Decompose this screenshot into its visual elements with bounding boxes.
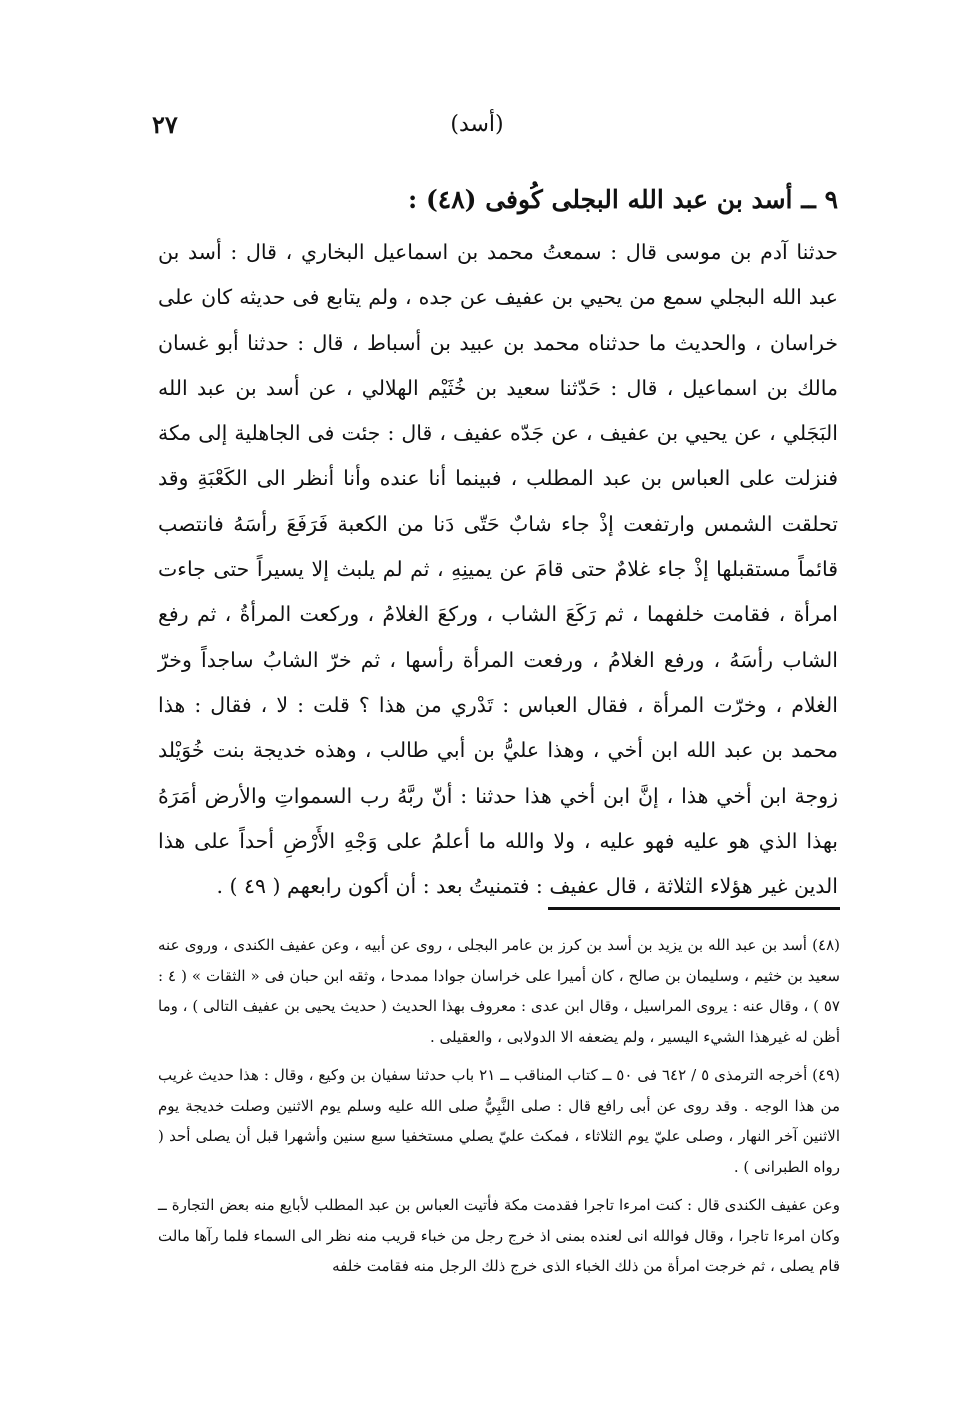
page-header: [0, 110, 954, 150]
biography-entry: [158, 178, 838, 909]
footnote-48: (٤٨) أسد بن عبد الله بن يزيد بن أسد بن كرز بن عامر البجلى ، روى عن أبيه ، وعن عفيف الكندى ، وروى عنه سعيد بن خثيم ، وسليمان بن صالح ، كان أميرا على خراسان جوادا ممدحا ، وثقه ابن حبان فى « الثقات » ( ٤ : ٥٧ ) ، وقال عنه : يروى المراسيل ، وقال ابن عدى : معروف بهذا الحديث ( حديث يحيى بن عفيف التالى ) ، وما أظن له غيرهذا الشيء اليسير ، ولم يضعفه الا الدولابى ، والعقيلى .: [158, 936, 840, 1046]
footnote-49-continuation: وعن عفيف الكندى قال : كنت امرءا تاجرا فقدمت مكة فأتيت العباس بن عبد المطلب لأبايع منه بعض التجارة ــ وكان امرءا تاجرا ، وقال فوالله انى لعنده بمنى اذ خرج رجل من خباء قريب منه نظر الى السماء فلما رآها مالت قام يصلى ، ثم خرجت امرأة من ذلك الخباء الذى خرج ذلك الرجل منه فقامت خلفه: [158, 1196, 840, 1275]
running-head: (أسد): [450, 112, 504, 137]
entry-title: ٩ ــ أسد بن عبد الله البجلى كُوفى (٤٨) :: [408, 185, 838, 214]
page-number: ٢٧: [152, 110, 178, 139]
entry-body: حدثنا آدم بن موسى قال : سمعتُ محمد بن اسماعيل البخاري ، قال : أسد بن عبد الله البجلي سمع من يحيي بن عفيف عن جده ، ولم يتابع فى حديثه كان على خراسان ، والحديث ما حدثناه محمد بن عبيد بن أسباط ، قال : حدثنا أبو غسان مالك بن اسماعيل ، قال : حَدّثنا سعيد بن خُثَيْم الهلالي ، عن أسد بن عبد الله البَجَلي ، عن يحيي بن عفيف ، عن جَدّه عفيف ، قال : جئت فى الجاهلية إلى مكة فنزلت على العباس بن عبد المطلب ، فبينما أنا عنده وأنا أنظر الى الكَعْبَةِ وقد تحلقت الشمس وارتفعت إذْ جاء شابٌ حَتّى دَنا من الكعبة فَرَفَعَ رأسَهُ فانتصب قائماً مستقبلها إذْ جاء غلامٌ حتى قامَ عن يمينِهِ ، ثم لم يلبث إلا يسيراً حتى جاءت امرأة ، فقامت خلفهما ، ثم رَكَعَ الشاب ، وركعَ الغلامُ ، وركعت المرأةُ ، ثم رفع الشاب رأسَهُ ، ورفع الغلامُ ، ورفعت المرأة رأسها ، ثم خرّ الشابُ ساجداً وخرّ الغلام ، وخرّت المرأة ، فقال العباس : تَدْري من هذا ؟ قلت : لا ، فقال : هذا محمد بن عبد الله ابن أخي ، وهذا عليُّ بن أبي طالب ، وهذه خديجة بنت خُوَيْلد زوجة ابن أخي هذا ، إنَّ ابن أخي هذا حدثنا : أنّ ربَّهُ رب السمواتِ والأرض أمَرَهُ بهذا الذي هو عليه فهو عليه ، ولا والله ما أعلمُ على وَجْهِ الأَرْضِ أحداً على هذا الدين غير هؤلاء الثلاثة ، قال عفيف : فتمنيتُ بعد : أن أكون رابعهم ( ٤٩ ) .: [158, 240, 838, 899]
footnote-divider: [548, 907, 840, 910]
footnotes: [158, 930, 840, 1282]
footnote-49: (٤٩) أخرجه الترمذى ٥ / ٦٤٢ فى ٥٠ ــ كتاب المناقب ــ ٢١ باب حدثنا سفيان بن وكيع ، وقال : هذا حديث غريب من هذا الوجه . وقد روى عن أبى رافع قال : صلى النَّبِيُّ صلى الله عليه وسلم يوم الاثنين وصلت خديجة يوم الاثنين آخر النهار ، وصلى عليّ يوم الثلاثاء ، فمكث عليّ يصلي مستخفيا سبع سنين وأشهرا قبل أن يصلى أحد ( رواه الطبرانى ) .: [158, 1066, 841, 1176]
